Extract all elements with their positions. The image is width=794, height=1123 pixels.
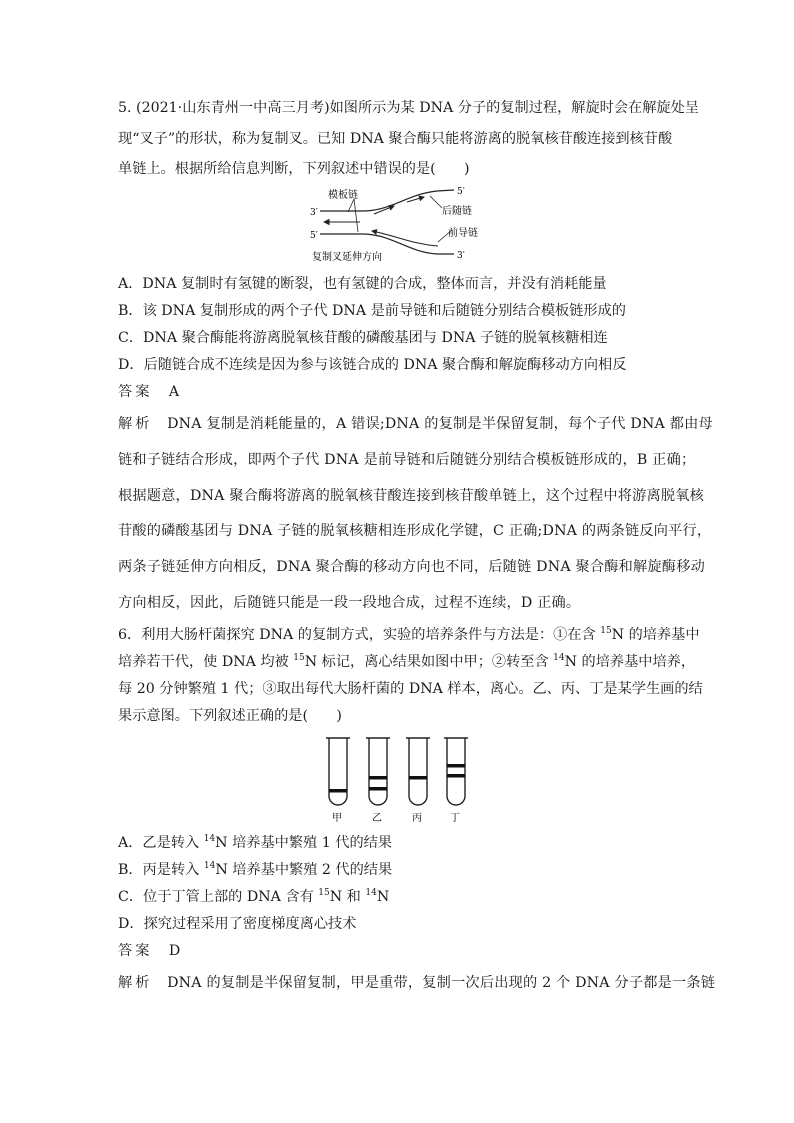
end-bottom-right: 3′ [457, 251, 465, 261]
q6-option-a: A．乙是转入 $^{14}$N 培养基中繁殖 1 代的结果 [118, 834, 393, 851]
tube-label-yi: 乙 [372, 813, 382, 824]
leading-label: 前导链 [448, 228, 478, 239]
explain-label: 解析 [118, 975, 153, 991]
tube-label-jia: 甲 [332, 813, 342, 824]
lagging-label: 后随链 [442, 206, 472, 217]
q5-stem-line-2: 现“叉子”的形状，称为复制叉。已知 DNA 聚合酶只能将游离的脱氧核苷酸连接到核苷酸 [118, 131, 673, 147]
replication-fork-diagram [302, 184, 502, 264]
q6-stem-line-1: 6．利用大肠杆菌探究 DNA 的复制方式，实验的培养条件与方法是：①在含 $^{15}$N 的培养基中 [118, 626, 700, 643]
q5-option-d: D．后随链合成不连续是因为参与该链合成的 DNA 聚合酶和解旋酶移动方向相反 [118, 357, 627, 373]
q5-stem-line-3: 单链上。根据所给信息判断，下列叙述中错误的是( ) [118, 161, 470, 177]
tube-ding [444, 738, 468, 805]
q5-explanation-line-3: 根据题意，DNA 聚合酶将游离的脱氧核苷酸连接到核苷酸单链上，这个过程中将游离脱氧核 [118, 488, 705, 504]
tube-yi [366, 738, 390, 805]
q6-option-d: D．探究过程采用了密度梯度离心技术 [118, 916, 357, 932]
tube-bing [406, 738, 430, 805]
tube-label-bing: 丙 [412, 813, 422, 824]
q5-explanation-line-5: 两条子链延伸方向相反，DNA 聚合酶的移动方向也不同，后随链 DNA 聚合酶和解旋酶移动 [118, 559, 705, 575]
tube-jia [326, 738, 350, 805]
explain-label: 解析 [118, 416, 153, 432]
answer-label: 答案 [118, 384, 153, 400]
q6-answer [118, 941, 180, 961]
q6-option-c: C．位于丁管上部的 DNA 含有 $^{15}$N 和 $^{14}$N [118, 888, 390, 905]
q5-explanation-line-4: 苷酸的磷酸基团与 DNA 子链的脱氧核糖相连形成化学键，C 正确;DNA 的两条链反向平行， [118, 523, 712, 539]
end-top-right: 5′ [457, 187, 465, 197]
fork-label: 复制叉延伸方向 [312, 252, 382, 263]
q5-option-a: A．DNA 复制时有氢键的断裂，也有氢键的合成，整体而言，并没有消耗能量 [118, 276, 607, 292]
q5-option-c: C．DNA 聚合酶能将游离脱氧核苷酸的磷酸基团与 DNA 子链的脱氧核糖相连 [118, 330, 608, 346]
end-bottom-left: 5′ [310, 231, 318, 241]
leading-strand [372, 231, 438, 246]
q5-stem-line-1: 5. (2021·山东青州一中高三月考)如图所示为某 DNA 分子的复制过程，解旋时会在解旋处呈 [118, 100, 699, 116]
template-label: 模板链 [328, 190, 358, 201]
q5-explanation-line-1: 解析 DNA 复制是消耗能量的，A 错误;DNA 的复制是半保留复制，每个子代 DNA 都由母 [118, 416, 713, 432]
q5-explanation-line-6: 方向相反，因此，后随链只能是一段一段地合成，过程不连续，D 正确。 [118, 595, 581, 611]
q5-option-b: B．该 DNA 复制形成的两个子代 DNA 是前导链和后随链分别结合模板链形成的 [118, 303, 626, 319]
q6-stem-line-4: 果示意图。下列叙述正确的是( ) [118, 708, 342, 724]
q6-option-b: B．丙是转入 $^{14}$N 培养基中繁殖 2 代的结果 [118, 861, 393, 878]
tube-label-ding: 丁 [450, 813, 460, 824]
centrifuge-tubes-diagram [322, 734, 482, 824]
q6-stem-line-3: 每 20 分钟繁殖 1 代；③取出每代大肠杆菌的 DNA 样本，离心。乙、丙、丁是某学生画的结 [118, 681, 703, 697]
answer-label: 答案 [118, 943, 153, 959]
answer-value: D [168, 943, 181, 959]
q5-explanation-line-2: 链和子链结合形成，即两个子代 DNA 是前导链和后随链分别结合模板链形成的，B 正确； [118, 452, 696, 468]
answer-value: A [168, 384, 180, 400]
q6-explanation-line-1: 解析 DNA 的复制是半保留复制，甲是重带，复制一次后出现的 2 个 DNA 分子都是一条链 [118, 975, 716, 991]
template-strand-bottom [320, 234, 454, 254]
q6-stem-line-2: 培养若干代，使 DNA 均被 $^{15}$N 标记，离心结果如图中甲；②转至含 $^{14}$N 的培养基中培养， [118, 653, 696, 670]
q5-answer [118, 382, 179, 402]
end-top-left: 3′ [310, 208, 318, 218]
